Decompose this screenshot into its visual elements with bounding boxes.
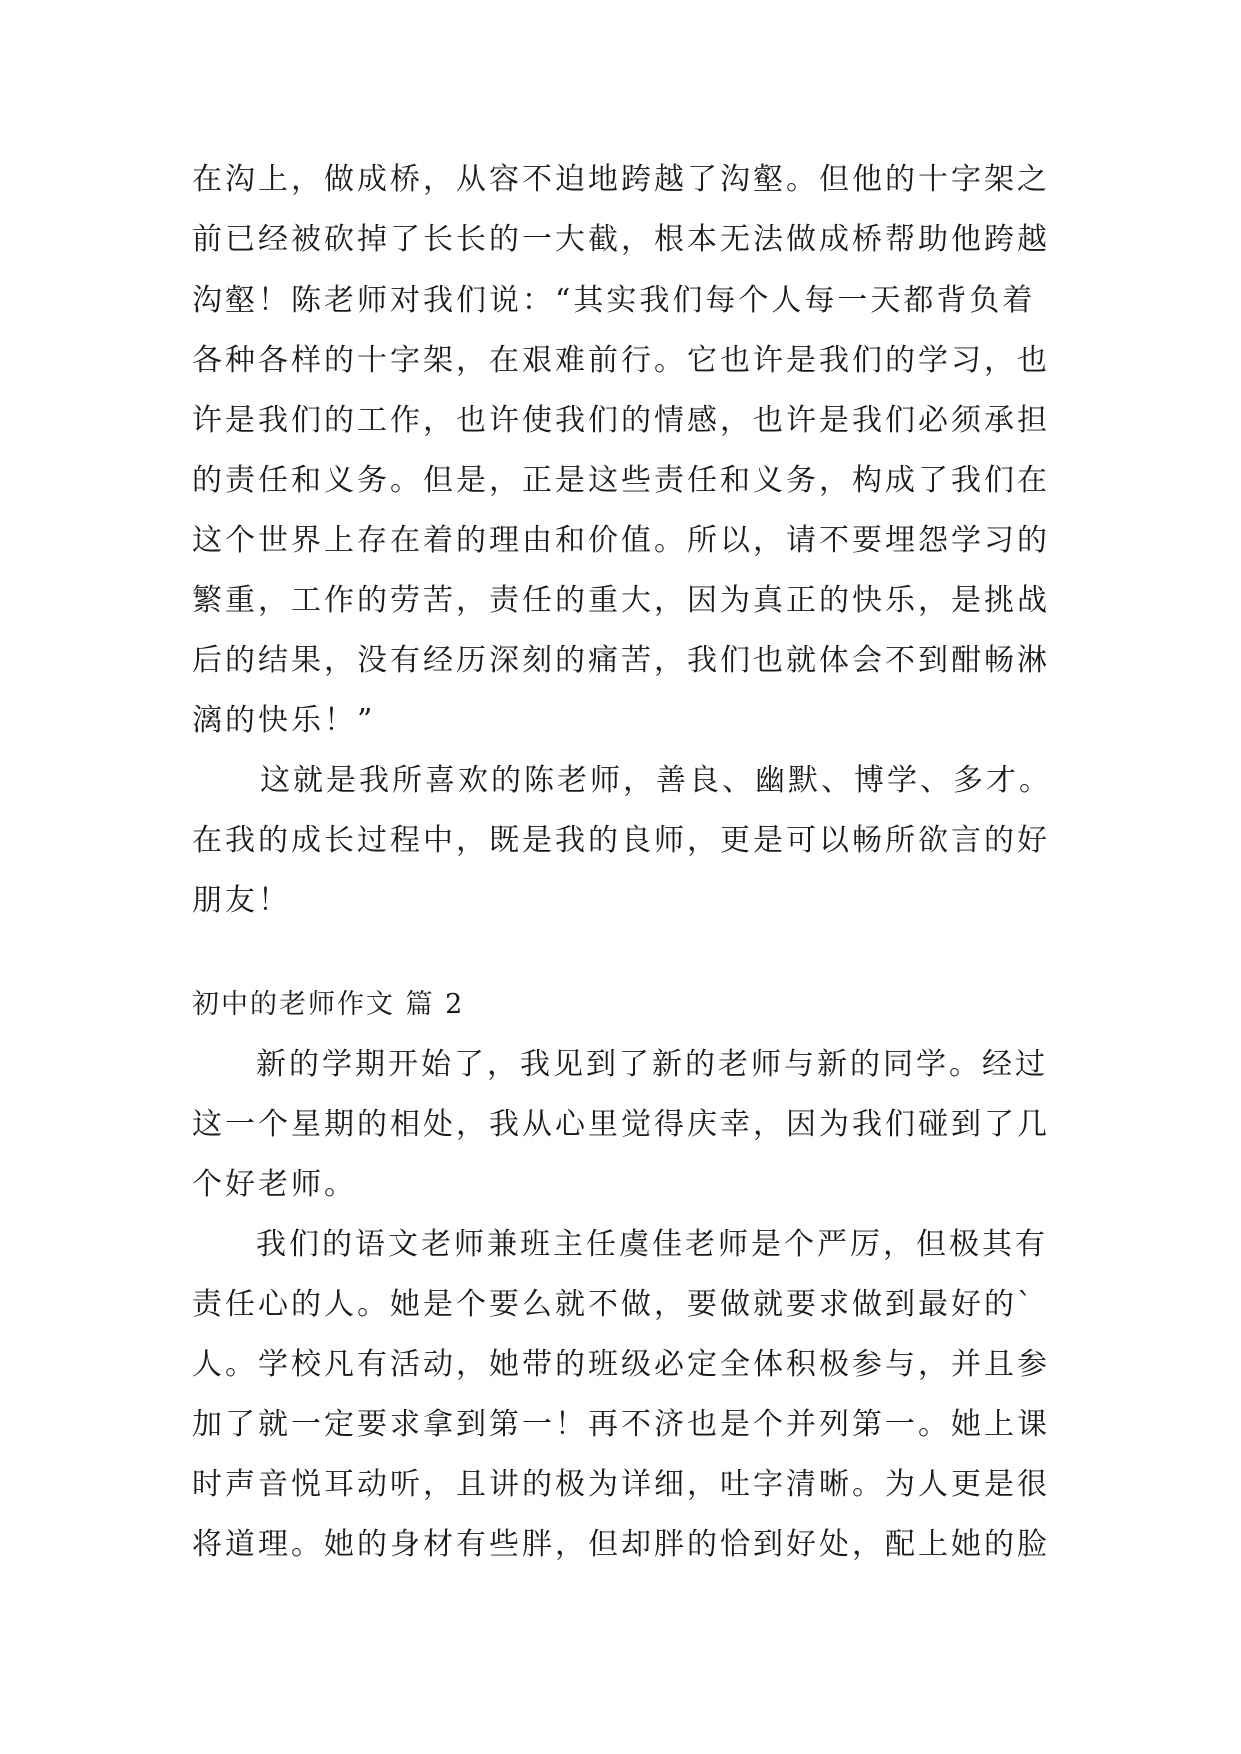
paragraph-line: 责任心的人。她是个要么就不做，要做就要求做到最好的` [192,1287,1035,1322]
paragraph-line: 漓的快乐！” [192,703,376,738]
paragraph-line: 后的结果，没有经历深刻的痛苦，我们也就体会不到酣畅淋 [192,643,1050,678]
paragraph-line: 前已经被砍掉了长长的一大截，根本无法做成桥帮助他跨越 [192,222,1050,257]
paragraph-line: 朋友！ [192,883,291,918]
section-heading: 初中的老师作文 篇 2 [192,989,465,1020]
paragraph-line: 加了就一定要求拿到第一！再不济也是个并列第一。她上课 [192,1407,1050,1442]
paragraph-line: 我们的语文老师兼班主任虞佳老师是个严厉，但极其有 [256,1227,1048,1262]
paragraph-line: 个好老师。 [192,1167,357,1202]
paragraph-line: 许是我们的工作，也许使我们的情感，也许是我们必须承担 [192,403,1050,438]
paragraph-line: 沟壑！陈老师对我们说：“其实我们每个人每一天都背负着 [192,283,1036,318]
paragraph-line: 这个世界上存在着的理由和价值。所以，请不要埋怨学习的 [192,523,1050,558]
paragraph-line: 时声音悦耳动听，且讲的极为详细，吐字清晰。为人更是很 [192,1467,1050,1502]
paragraph-line: 新的学期开始了，我见到了新的老师与新的同学。经过 [256,1047,1048,1082]
paragraph-line: 繁重，工作的劳苦，责任的重大，因为真正的快乐，是挑战 [192,583,1050,618]
paragraph-line: 在我的成长过程中，既是我的良师，更是可以畅所欲言的好 [192,823,1050,858]
paragraph-line: 将道理。她的身材有些胖，但却胖的恰到好处，配上她的脸 [192,1527,1050,1562]
paragraph-line: 这就是我所喜欢的陈老师，善良、幽默、博学、多才。 [260,763,1052,798]
paragraph-line: 人。学校凡有活动，她带的班级必定全体积极参与，并且参 [192,1347,1050,1382]
paragraph-line: 这一个星期的相处，我从心里觉得庆幸，因为我们碰到了几 [192,1107,1050,1142]
paragraph-line: 各种各样的十字架，在艰难前行。它也许是我们的学习，也 [192,343,1050,378]
paragraph-line: 在沟上，做成桥，从容不迫地跨越了沟壑。但他的十字架之 [192,162,1050,197]
paragraph-line: 的责任和义务。但是，正是这些责任和义务，构成了我们在 [192,463,1050,498]
